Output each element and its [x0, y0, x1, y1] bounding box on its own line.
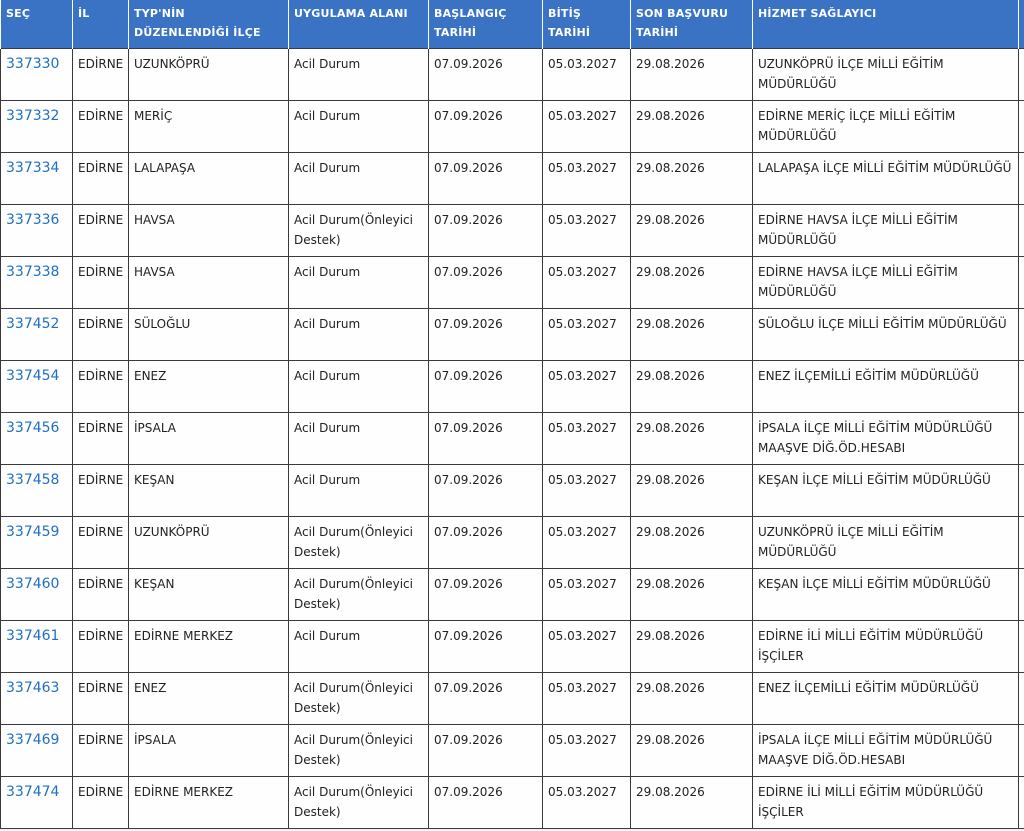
select-program-link[interactable]: 337330	[6, 56, 60, 72]
table-row	[1, 257, 1024, 309]
cell-overflow-column	[1019, 725, 1024, 777]
cell-sec	[1, 569, 73, 621]
cell-baslangic-tarihi: 07.09.2026	[429, 309, 543, 361]
cell-uygulama-alani: Acil Durum	[289, 361, 429, 413]
cell-sec	[1, 361, 73, 413]
cell-il: EDİRNE	[73, 725, 129, 777]
cell-uygulama-alani: Acil Durum(Önleyici Destek)	[289, 517, 429, 569]
table-row	[1, 621, 1024, 673]
cell-son-basvuru-tarihi: 29.08.2026	[631, 569, 753, 621]
cell-il: EDİRNE	[73, 673, 129, 725]
cell-il: EDİRNE	[73, 413, 129, 465]
cell-son-basvuru-tarihi: 29.08.2026	[631, 205, 753, 257]
cell-son-basvuru-tarihi: 29.08.2026	[631, 101, 753, 153]
cell-baslangic-tarihi: 07.09.2026	[429, 725, 543, 777]
cell-bitis-tarihi: 05.03.2027	[543, 621, 631, 673]
select-program-link[interactable]: 337332	[6, 108, 60, 124]
cell-overflow-column	[1019, 205, 1024, 257]
select-program-link[interactable]: 337461	[6, 628, 60, 644]
cell-sec	[1, 413, 73, 465]
cell-sec	[1, 465, 73, 517]
cell-bitis-tarihi: 05.03.2027	[543, 465, 631, 517]
cell-bitis-tarihi: 05.03.2027	[543, 517, 631, 569]
cell-hizmet-saglayici: ENEZ İLÇEMİLLİ EĞİTİM MÜDÜRLÜĞÜ	[753, 673, 1019, 725]
header-row	[1, 0, 1024, 49]
cell-son-basvuru-tarihi: 29.08.2026	[631, 309, 753, 361]
cell-son-basvuru-tarihi: 29.08.2026	[631, 517, 753, 569]
cell-ilce: İPSALA	[129, 725, 289, 777]
cell-uygulama-alani: Acil Durum	[289, 101, 429, 153]
cell-hizmet-saglayici: LALAPAŞA İLÇE MİLLİ EĞİTİM MÜDÜRLÜĞÜ	[753, 153, 1019, 205]
cell-baslangic-tarihi: 07.09.2026	[429, 777, 543, 829]
cell-hizmet-saglayici: İPSALA İLÇE MİLLİ EĞİTİM MÜDÜRLÜĞÜ MAAŞVE DİĞ.ÖD.HESABI	[753, 413, 1019, 465]
cell-uygulama-alani: Acil Durum	[289, 309, 429, 361]
cell-overflow-column	[1019, 569, 1024, 621]
cell-sec	[1, 101, 73, 153]
cell-baslangic-tarihi: 07.09.2026	[429, 517, 543, 569]
select-program-link[interactable]: 337469	[6, 732, 60, 748]
cell-sec	[1, 673, 73, 725]
cell-overflow-column	[1019, 465, 1024, 517]
cell-bitis-tarihi: 05.03.2027	[543, 413, 631, 465]
cell-ilce: SÜLOĞLU	[129, 309, 289, 361]
cell-sec	[1, 309, 73, 361]
cell-son-basvuru-tarihi: 29.08.2026	[631, 725, 753, 777]
cell-il: EDİRNE	[73, 205, 129, 257]
select-program-link[interactable]: 337454	[6, 368, 60, 384]
cell-overflow-column	[1019, 101, 1024, 153]
table-row	[1, 517, 1024, 569]
cell-hizmet-saglayici: KEŞAN İLÇE MİLLİ EĞİTİM MÜDÜRLÜĞÜ	[753, 465, 1019, 517]
cell-uygulama-alani: Acil Durum	[289, 49, 429, 101]
cell-hizmet-saglayici: UZUNKÖPRÜ İLÇE MİLLİ EĞİTİM MÜDÜRLÜĞÜ	[753, 49, 1019, 101]
table-row	[1, 413, 1024, 465]
cell-il: EDİRNE	[73, 257, 129, 309]
cell-baslangic-tarihi: 07.09.2026	[429, 465, 543, 517]
cell-ilce: MERİÇ	[129, 101, 289, 153]
cell-sec	[1, 517, 73, 569]
table-row	[1, 673, 1024, 725]
cell-il: EDİRNE	[73, 569, 129, 621]
cell-il: EDİRNE	[73, 309, 129, 361]
select-program-link[interactable]: 337458	[6, 472, 60, 488]
cell-uygulama-alani: Acil Durum	[289, 413, 429, 465]
cell-bitis-tarihi: 05.03.2027	[543, 725, 631, 777]
cell-overflow-column	[1019, 309, 1024, 361]
cell-sec	[1, 257, 73, 309]
cell-son-basvuru-tarihi: 29.08.2026	[631, 413, 753, 465]
cell-hizmet-saglayici: EDİRNE MERİÇ İLÇE MİLLİ EĞİTİM MÜDÜRLÜĞÜ	[753, 101, 1019, 153]
cell-son-basvuru-tarihi: 29.08.2026	[631, 673, 753, 725]
cell-ilce: KEŞAN	[129, 465, 289, 517]
cell-baslangic-tarihi: 07.09.2026	[429, 413, 543, 465]
cell-hizmet-saglayici: EDİRNE İLİ MİLLİ EĞİTİM MÜDÜRLÜĞÜ İŞÇİLER	[753, 621, 1019, 673]
cell-hizmet-saglayici: İPSALA İLÇE MİLLİ EĞİTİM MÜDÜRLÜĞÜ MAAŞVE DİĞ.ÖD.HESABI	[753, 725, 1019, 777]
table-row	[1, 361, 1024, 413]
cell-overflow-column	[1019, 517, 1024, 569]
header-overflow-column	[1019, 0, 1024, 49]
cell-uygulama-alani: Acil Durum	[289, 465, 429, 517]
header-bitis-tarihi: BİTİŞ TARİHİ	[543, 0, 631, 49]
cell-overflow-column	[1019, 49, 1024, 101]
cell-uygulama-alani: Acil Durum(Önleyici Destek)	[289, 569, 429, 621]
cell-ilce: HAVSA	[129, 257, 289, 309]
header-il: İL	[73, 0, 129, 49]
cell-baslangic-tarihi: 07.09.2026	[429, 205, 543, 257]
cell-baslangic-tarihi: 07.09.2026	[429, 621, 543, 673]
cell-uygulama-alani: Acil Durum	[289, 153, 429, 205]
cell-sec	[1, 205, 73, 257]
select-program-link[interactable]: 337338	[6, 264, 60, 280]
cell-son-basvuru-tarihi: 29.08.2026	[631, 361, 753, 413]
select-program-link[interactable]: 337336	[6, 212, 60, 228]
select-program-link[interactable]: 337460	[6, 576, 60, 592]
cell-hizmet-saglayici: EDİRNE HAVSA İLÇE MİLLİ EĞİTİM MÜDÜRLÜĞÜ	[753, 257, 1019, 309]
cell-ilce: KEŞAN	[129, 569, 289, 621]
cell-son-basvuru-tarihi: 29.08.2026	[631, 777, 753, 829]
cell-il: EDİRNE	[73, 777, 129, 829]
table-row	[1, 49, 1024, 101]
cell-il: EDİRNE	[73, 49, 129, 101]
cell-uygulama-alani: Acil Durum(Önleyici Destek)	[289, 777, 429, 829]
cell-hizmet-saglayici: KEŞAN İLÇE MİLLİ EĞİTİM MÜDÜRLÜĞÜ	[753, 569, 1019, 621]
cell-uygulama-alani: Acil Durum(Önleyici Destek)	[289, 205, 429, 257]
cell-uygulama-alani: Acil Durum(Önleyici Destek)	[289, 725, 429, 777]
cell-bitis-tarihi: 05.03.2027	[543, 673, 631, 725]
cell-baslangic-tarihi: 07.09.2026	[429, 101, 543, 153]
cell-son-basvuru-tarihi: 29.08.2026	[631, 257, 753, 309]
cell-bitis-tarihi: 05.03.2027	[543, 309, 631, 361]
cell-sec	[1, 621, 73, 673]
cell-uygulama-alani: Acil Durum	[289, 621, 429, 673]
cell-overflow-column	[1019, 673, 1024, 725]
cell-il: EDİRNE	[73, 361, 129, 413]
cell-son-basvuru-tarihi: 29.08.2026	[631, 621, 753, 673]
select-program-link[interactable]: 337456	[6, 420, 60, 436]
header-son-basvuru-tarihi: SON BAŞVURU TARİHİ	[631, 0, 753, 49]
table-row	[1, 725, 1024, 777]
cell-overflow-column	[1019, 153, 1024, 205]
header-uygulama-alani: UYGULAMA ALANI	[289, 0, 429, 49]
cell-overflow-column	[1019, 621, 1024, 673]
cell-baslangic-tarihi: 07.09.2026	[429, 49, 543, 101]
cell-overflow-column	[1019, 777, 1024, 829]
cell-sec	[1, 49, 73, 101]
cell-ilce: UZUNKÖPRÜ	[129, 49, 289, 101]
cell-ilce: ENEZ	[129, 673, 289, 725]
table-row	[1, 465, 1024, 517]
table-row	[1, 153, 1024, 205]
cell-ilce: İPSALA	[129, 413, 289, 465]
table-row	[1, 569, 1024, 621]
cell-ilce: LALAPAŞA	[129, 153, 289, 205]
select-program-link[interactable]: 337474	[6, 784, 60, 800]
select-program-link[interactable]: 337334	[6, 160, 60, 176]
cell-il: EDİRNE	[73, 153, 129, 205]
header-sec: SEÇ	[1, 0, 73, 49]
cell-il: EDİRNE	[73, 465, 129, 517]
table-row	[1, 101, 1024, 153]
cell-uygulama-alani: Acil Durum	[289, 257, 429, 309]
cell-bitis-tarihi: 05.03.2027	[543, 777, 631, 829]
cell-bitis-tarihi: 05.03.2027	[543, 153, 631, 205]
cell-son-basvuru-tarihi: 29.08.2026	[631, 465, 753, 517]
cell-bitis-tarihi: 05.03.2027	[543, 49, 631, 101]
select-program-link[interactable]: 337459	[6, 524, 60, 540]
cell-baslangic-tarihi: 07.09.2026	[429, 257, 543, 309]
cell-bitis-tarihi: 05.03.2027	[543, 101, 631, 153]
cell-il: EDİRNE	[73, 517, 129, 569]
cell-hizmet-saglayici: SÜLOĞLU İLÇE MİLLİ EĞİTİM MÜDÜRLÜĞÜ	[753, 309, 1019, 361]
cell-bitis-tarihi: 05.03.2027	[543, 257, 631, 309]
cell-sec	[1, 725, 73, 777]
cell-ilce: EDİRNE MERKEZ	[129, 621, 289, 673]
header-ilce: TYP'NİN DÜZENLENDİĞİ İLÇE	[129, 0, 289, 49]
cell-ilce: EDİRNE MERKEZ	[129, 777, 289, 829]
cell-il: EDİRNE	[73, 621, 129, 673]
header-baslangic-tarihi: BAŞLANGIÇ TARİHİ	[429, 0, 543, 49]
cell-overflow-column	[1019, 361, 1024, 413]
select-program-link[interactable]: 337452	[6, 316, 60, 332]
cell-hizmet-saglayici: UZUNKÖPRÜ İLÇE MİLLİ EĞİTİM MÜDÜRLÜĞÜ	[753, 517, 1019, 569]
cell-baslangic-tarihi: 07.09.2026	[429, 673, 543, 725]
cell-hizmet-saglayici: EDİRNE İLİ MİLLİ EĞİTİM MÜDÜRLÜĞÜ İŞÇİLER	[753, 777, 1019, 829]
cell-ilce: UZUNKÖPRÜ	[129, 517, 289, 569]
table-body	[1, 49, 1024, 829]
cell-baslangic-tarihi: 07.09.2026	[429, 361, 543, 413]
cell-baslangic-tarihi: 07.09.2026	[429, 569, 543, 621]
table-row	[1, 309, 1024, 361]
cell-bitis-tarihi: 05.03.2027	[543, 205, 631, 257]
cell-ilce: ENEZ	[129, 361, 289, 413]
cell-son-basvuru-tarihi: 29.08.2026	[631, 49, 753, 101]
table-row	[1, 777, 1024, 829]
cell-baslangic-tarihi: 07.09.2026	[429, 153, 543, 205]
cell-overflow-column	[1019, 257, 1024, 309]
cell-hizmet-saglayici: ENEZ İLÇEMİLLİ EĞİTİM MÜDÜRLÜĞÜ	[753, 361, 1019, 413]
cell-bitis-tarihi: 05.03.2027	[543, 361, 631, 413]
header-hizmet-saglayici: HİZMET SAĞLAYICI	[753, 0, 1019, 49]
select-program-link[interactable]: 337463	[6, 680, 60, 696]
cell-hizmet-saglayici: EDİRNE HAVSA İLÇE MİLLİ EĞİTİM MÜDÜRLÜĞÜ	[753, 205, 1019, 257]
cell-il: EDİRNE	[73, 101, 129, 153]
cell-ilce: HAVSA	[129, 205, 289, 257]
table-header	[1, 0, 1024, 49]
cell-uygulama-alani: Acil Durum(Önleyici Destek)	[289, 673, 429, 725]
cell-son-basvuru-tarihi: 29.08.2026	[631, 153, 753, 205]
cell-sec	[1, 777, 73, 829]
cell-overflow-column	[1019, 413, 1024, 465]
cell-sec	[1, 153, 73, 205]
table-row	[1, 205, 1024, 257]
cell-bitis-tarihi: 05.03.2027	[543, 569, 631, 621]
